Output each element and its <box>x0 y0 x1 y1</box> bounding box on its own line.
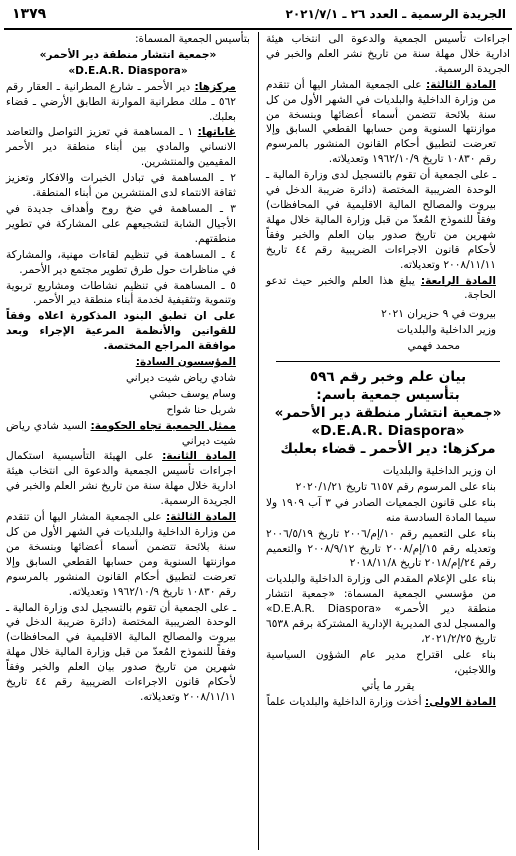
basis-line: بناء على قانون الجمعيات الصادر في ٣ آب ١٩٠٩ ولا سيما المادة السادسة منه <box>266 496 497 524</box>
founders-label: المؤسسون السادة: <box>135 356 236 369</box>
article-2 <box>6 449 250 509</box>
article-3 <box>6 510 250 599</box>
article-label: المادة الثانية: <box>162 450 236 463</box>
notice-subtitle: بتأسيس جمعية باسم: <box>316 387 460 404</box>
goal-item: ٥ ـ المساهمة في تنظيم نشاطات ومشاريع تربوية وتنموية وتثقيفية لخدمة أبناء منطقة دير الأحمر. <box>6 279 236 307</box>
paragraph: اجراءات تأسيس الجمعية والدعوة الى انتخاب هيئة ادارية خلال مهلة سنة من تاريخ نشر العلم والخبر في الجريدة الرسمية. <box>266 33 510 75</box>
notice-headquarters: مركزها: دير الأحمر ـ قضاء بعلبك <box>280 441 496 458</box>
founder-name: وسام يوسف حبشي <box>149 387 236 400</box>
basis-line: بناء على الإعلام المقدم الى وزارة الداخلية والبلديات من مؤسسي الجمعية المسماة: «جمعية انتشار منطقة دير الأحمر» «D.E.A.R. Diaspora» والمسجل لدى المديرية الإدارية المشتركة برقم ٦٥٣٨ تاريخ ٢٠٢١/٢/٢٥، <box>266 573 496 645</box>
column-divider <box>258 32 259 850</box>
article-text: على الجمعية المشار اليها أن تتقدم من وزارة الداخلية والبلديات في الشهر الأول من كل سنة بلائحة تتضمن أسماء أعضائها وبنسخة من موازنتها السنوية ومن حسابها القطعي السابق وإلا تعرضت لتطبيق أحكام القانون المنشور بالمرسوم رقم ١٠٨٣٠ تاريخ ١٩٦٢/١٠/٩ وتعديلاته. <box>6 511 236 598</box>
condition-clause: على ان تطبق البنود المذكورة اعلاه وفقاً للقوانين والأنظمة المرعية الإجراء وبعد موافقة المراجع المختصة. <box>6 310 236 353</box>
paragraph: ـ على الجمعية أن تقوم بالتسجيل لدى وزارة المالية ـ الوحدة الضريبية المختصة (دائرة ضريبة الدخل في بيروت والمصالح المالية الاقليمية في المحافظات) وفقاً للنموذج المُعدّ من قبل وزارة المالية خلال مهلة شهرين من تاريخ صدور بيان العلم والخبر وفقاً لأحكام قانون الاجراءات الضريبية رقم ٤٤ تاريخ ٢٠٠٨/١١/١١ وتعديلاته. <box>266 169 497 271</box>
minister-line: ان وزير الداخلية والبلديات <box>382 465 496 478</box>
goals <box>6 125 250 170</box>
article-4 <box>266 274 510 304</box>
article-label: المادة الثالثة: <box>166 511 236 524</box>
intro-line: بتأسيس الجمعية المسماة: <box>134 33 250 45</box>
notice-association-ar: «جمعية انتشار منطقة دير الأحمر» <box>274 405 502 422</box>
article-text: يبلغ هذا العلم والخبر حيث تدعو الحاجة. <box>266 274 496 302</box>
government-representative <box>6 419 250 449</box>
headquarters-text: دير الأحمر ـ شارع المطرانية ـ العقار رقم ٥٦٢ ـ ملك مطرانية الموارنة الطابق الأرضي ـ قضاء بعلبك. <box>6 80 236 123</box>
goal-item: ٢ ـ المساهمة في تبادل الخبرات والافكار وتعزيز ثقافة الانتماء لدى المنتشرين من أبناء المنطقة. <box>6 172 236 200</box>
headquarters <box>6 80 250 125</box>
goal-item: ١ ـ المساهمة في تعزيز التواصل والتعاضد الانساني والمادي بين أبناء منطقة دير الأحمر المقيمين والمنتشرين. <box>6 126 236 169</box>
basis-line: بناء على المرسوم رقم ٦١٥٧ تاريخ ٢٠٢٠/١/٢١ <box>295 480 496 493</box>
representative-label: ممثل الجمعية تجاه الحكومة: <box>90 419 236 432</box>
article-text: على الهيئة التأسيسية استكمال اجراءات تأسيس الجمعية والدعوة الى انتخاب هيئة ادارية خلال مهلة سنة من تاريخ نشر العلم والخبر في الجريدة الرسمية. <box>6 450 236 508</box>
notice-title: بيان علم وخبر رقم ٥٩٦ <box>309 369 467 386</box>
header-title: الجريدة الرسمية ـ العدد ٢٦ ـ ٢٠٢١/٧/١ <box>285 7 506 21</box>
founder-name: شادي رياض شيت ديراني <box>125 371 236 384</box>
association-name-ar: «جمعية انتشار منطقة دير الأحمر» <box>39 48 217 61</box>
signer-name: محمد فهمي <box>407 340 460 353</box>
basis-line: بناء على اقتراح مدير عام الشؤون السياسية واللاجئين، <box>266 648 496 676</box>
article-text: على الجمعية المشار اليها أن تتقدم من وزارة الداخلية والبلديات في الشهر الأول من كل سنة بلائحة تتضمن أسماء أعضائها وبنسخة من موازنتها السنوية ومن حسابها القطعي السابق وإلا تعرضت لتطبيق أحكام القانون المنشور بالمرسوم رقم ١٠٨٣٠ تاريخ ١٩٦٢/١٠/٩ وتعديلاته. <box>266 78 496 166</box>
article-label: المادة الرابعة: <box>420 274 496 287</box>
signer-title: وزير الداخلية والبلديات <box>396 324 496 337</box>
article-label: المادة الثالثة: <box>426 78 496 91</box>
header-rule <box>4 28 512 30</box>
right-column <box>266 32 510 711</box>
article-text: أخذت وزارة الداخلية والبلديات علماً <box>266 695 422 708</box>
goal-item: ٤ ـ المساهمة في تنظيم لقاءات مهنية، والمشاركة في مناظرات حول طرق تطوير مجتمع دير الأحمر. <box>6 248 236 276</box>
goal-item: ٣ ـ المساهمة في ضخ روح وأهداف جديدة في الأجيال الشابة لتشجيعهم على المشاركة في تطوير منطقتهم. <box>6 202 236 245</box>
article-3 <box>266 78 510 167</box>
left-column <box>6 32 250 706</box>
place-date: بيروت في ٩ حزيران ٢٠٢١ <box>381 308 496 321</box>
article-label: المادة الاولى: <box>424 695 496 708</box>
notice-association-en: «D.E.A.R. Diaspora» <box>311 423 465 440</box>
article-1 <box>266 695 510 710</box>
paragraph: ـ على الجمعية أن تقوم بالتسجيل لدى وزارة المالية ـ الوحدة الضريبية المختصة (دائرة ضريبة الدخل في بيروت والمصالح المالية الاقليمية في المحافظات) وفقاً للنموذج المُعدّ من قبل وزارة المالية خلال مهلة شهرين من تاريخ صدور بيان العلم والخبر وفقاً لأحكام قانون الاجراءات الضريبية رقم ٤٤ تاريخ ٢٠٠٨/١١/١١ وتعديلاته. <box>6 601 237 703</box>
goals-label: غاياتها: <box>197 126 236 139</box>
page-number: ١٣٧٩ <box>12 6 47 22</box>
section-separator <box>276 361 500 362</box>
basis-line: بناء على التعميم رقم ١٠/إم/٢٠٠٦ تاريخ ٢٠٠٦/٥/١٩ وتعديله رقم ١٥/إم/٢٠٠٨ تاريخ ٢٠٠٨/٩/١٢ والتعميم رقم ٢٤/إم/٢٠١٨ تاريخ ٢٠١٨/١١/٨ <box>266 527 496 570</box>
page-header <box>4 4 512 26</box>
decides-line: يقرر ما يأتي <box>361 679 415 692</box>
founder-name: شربل حنا شواح <box>166 403 236 416</box>
association-name-en: «D.E.A.R. Diaspora» <box>68 64 188 77</box>
representative-name: السيد شادي رياض شيت ديراني <box>6 419 236 447</box>
headquarters-label: مركزها: <box>194 80 236 93</box>
